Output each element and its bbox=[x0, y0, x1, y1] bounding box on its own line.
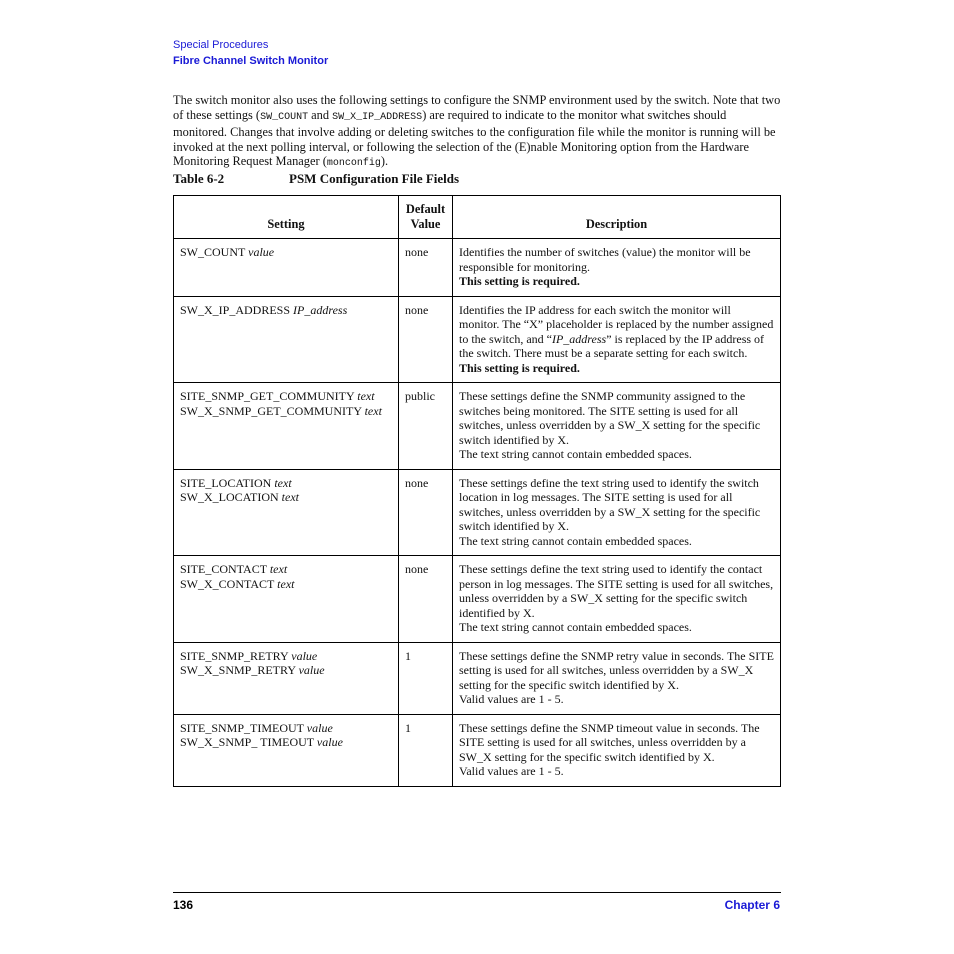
page-number: 136 bbox=[173, 898, 194, 912]
intro-text: and bbox=[308, 107, 333, 122]
setting-cell bbox=[174, 296, 399, 383]
table-row bbox=[174, 296, 781, 383]
description-text: Valid values are 1 - 5. bbox=[459, 692, 564, 706]
setting-cell bbox=[174, 383, 399, 470]
setting-name bbox=[180, 562, 392, 577]
table-row bbox=[174, 714, 781, 786]
table-number: Table 6-2 bbox=[173, 171, 225, 186]
footer-divider bbox=[173, 892, 781, 893]
description-text: These settings define the SNMP community assigned to the switches being monitored. The SITE setting is used for all switches, unless overridden by a SW_X setting for the specific switch identified by X. bbox=[459, 389, 761, 447]
table-title: PSM Configuration File Fields bbox=[289, 171, 460, 186]
setting-cell bbox=[174, 642, 399, 714]
default-cell: 1 bbox=[399, 714, 453, 786]
code-sw-x-ip-address: SW_X_IP_ADDRESS bbox=[332, 111, 423, 123]
description-text: The text string cannot contain embedded spaces. bbox=[459, 620, 692, 634]
setting-arg: value bbox=[298, 663, 325, 677]
table-row bbox=[174, 239, 781, 297]
description-fragment: Identifies the IP address for each switch the monitor will monitor. The “X” placeholder is replaced by the number assigned to the switch, and “ bbox=[459, 302, 774, 346]
setting-keyword: SW_X_SNMP_ TIMEOUT bbox=[180, 735, 314, 749]
default-cell: public bbox=[399, 383, 453, 470]
description-cell bbox=[453, 556, 781, 643]
description-cell bbox=[453, 714, 781, 786]
setting-keyword: SITE_SNMP_GET_COMMUNITY bbox=[180, 389, 355, 403]
setting-name bbox=[180, 577, 392, 592]
header-section-link[interactable]: Special Procedures bbox=[173, 39, 269, 51]
table-row bbox=[174, 642, 781, 714]
default-cell: none bbox=[399, 469, 453, 556]
setting-name bbox=[180, 389, 392, 404]
setting-arg: text bbox=[274, 475, 292, 490]
chapter-link[interactable]: Chapter 6 bbox=[724, 898, 780, 912]
setting-arg: text bbox=[277, 576, 295, 591]
setting-name bbox=[180, 735, 392, 750]
setting-keyword: SITE_LOCATION bbox=[180, 475, 272, 490]
description-fragment: ” is replaced by the IP address of the switch. There must be a separate setting for each switch. bbox=[459, 331, 765, 360]
setting-keyword: SITE_CONTACT bbox=[180, 562, 267, 576]
setting-keyword: SW_X_LOCATION bbox=[180, 490, 279, 504]
setting-name bbox=[180, 663, 392, 678]
table-row bbox=[174, 383, 781, 470]
setting-cell bbox=[174, 239, 399, 297]
header-default-line1: Default bbox=[405, 202, 446, 216]
header-description: Description bbox=[453, 196, 781, 239]
description-text: These settings define the text string used to identify the contact person in log messages. The SITE setting is used for all switches, unless overridden by a SW_X setting for the specific switch identified by X. bbox=[459, 562, 774, 620]
header-default-line2: Value bbox=[410, 216, 441, 231]
description-text: Identifies the number of switches (value) the monitor will be responsible for monitoring. bbox=[459, 245, 751, 274]
description-text: These settings define the SNMP retry value in seconds. The SITE setting is used for all switches, unless overridden by a SW_X setting for the specific switch identified by X. bbox=[459, 648, 774, 692]
description-cell bbox=[453, 383, 781, 470]
setting-keyword: SITE_SNMP_RETRY bbox=[180, 648, 289, 663]
description-text bbox=[459, 303, 774, 361]
default-cell: none bbox=[399, 296, 453, 383]
psm-config-table bbox=[173, 195, 781, 787]
table-row bbox=[174, 556, 781, 643]
description-cell bbox=[453, 239, 781, 297]
setting-cell bbox=[174, 556, 399, 643]
setting-arg: value bbox=[316, 735, 343, 749]
setting-arg: IP_address bbox=[293, 302, 348, 317]
default-cell: none bbox=[399, 239, 453, 297]
description-text: These settings define the text string used to identify the switch location in log messages. The SITE setting is used for all switches, unless overridden by a SW_X setting for the specific switch identified by X. bbox=[459, 475, 761, 533]
setting-arg: text bbox=[281, 490, 299, 504]
code-monconfig: monconfig bbox=[326, 158, 381, 170]
setting-name bbox=[180, 245, 392, 260]
description-text: The text string cannot contain embedded spaces. bbox=[459, 533, 692, 548]
setting-keyword: SW_COUNT bbox=[180, 245, 246, 259]
description-text: Valid values are 1 - 5. bbox=[459, 764, 564, 778]
description-cell bbox=[453, 296, 781, 383]
header-default-value bbox=[399, 196, 453, 239]
setting-name bbox=[180, 303, 392, 318]
header-setting: Setting bbox=[174, 196, 399, 239]
setting-arg: text bbox=[357, 389, 375, 403]
default-cell: 1 bbox=[399, 642, 453, 714]
setting-cell bbox=[174, 714, 399, 786]
setting-keyword: SITE_SNMP_TIMEOUT bbox=[180, 720, 304, 735]
setting-arg: text bbox=[364, 403, 382, 418]
setting-keyword: SW_X_SNMP_GET_COMMUNITY bbox=[180, 403, 362, 418]
description-cell bbox=[453, 642, 781, 714]
required-note: This setting is required. bbox=[459, 360, 580, 375]
setting-name bbox=[180, 649, 392, 664]
intro-paragraph bbox=[173, 93, 783, 172]
setting-arg: value bbox=[291, 648, 318, 663]
default-cell: none bbox=[399, 556, 453, 643]
description-italic: IP_address bbox=[551, 331, 607, 346]
setting-arg: text bbox=[269, 562, 288, 576]
setting-keyword: SW_X_CONTACT bbox=[180, 576, 275, 591]
setting-keyword: SW_X_SNMP_RETRY bbox=[180, 663, 296, 677]
table-row bbox=[174, 469, 781, 556]
setting-arg: value bbox=[306, 720, 333, 735]
setting-name bbox=[180, 404, 392, 419]
intro-text: ). bbox=[380, 154, 389, 169]
required-note: This setting is required. bbox=[459, 274, 580, 288]
setting-name bbox=[180, 490, 392, 505]
description-text: These settings define the SNMP timeout value in seconds. The SITE setting is used for all switches, unless overridden by a SW_X setting for the specific switch identified by X. bbox=[459, 720, 760, 764]
description-cell bbox=[453, 469, 781, 556]
code-sw-count: SW_COUNT bbox=[260, 111, 309, 123]
setting-name bbox=[180, 721, 392, 736]
description-text: The text string cannot contain embedded spaces. bbox=[459, 447, 692, 461]
setting-keyword: SW_X_IP_ADDRESS bbox=[180, 302, 291, 317]
header-subsection-link[interactable]: Fibre Channel Switch Monitor bbox=[173, 55, 329, 67]
setting-cell bbox=[174, 469, 399, 556]
table-caption bbox=[173, 171, 459, 187]
table-header-row bbox=[174, 196, 781, 239]
intro-text: ) are required to indicate to the monitor what switches should monitored. Changes that involve adding or deleting switches to the configuration file while the monitor is running will be invoked at the next polling interval, or following the selection of the (E)nable Monitoring option from the Hardware Monitoring Request Manager ( bbox=[173, 107, 776, 169]
setting-name bbox=[180, 476, 392, 491]
setting-arg: value bbox=[248, 245, 275, 259]
running-header bbox=[173, 37, 328, 69]
intro-text: The switch monitor also uses the following settings to configure the SNMP environment used by the switch. Note that two of these settings ( bbox=[173, 93, 781, 122]
